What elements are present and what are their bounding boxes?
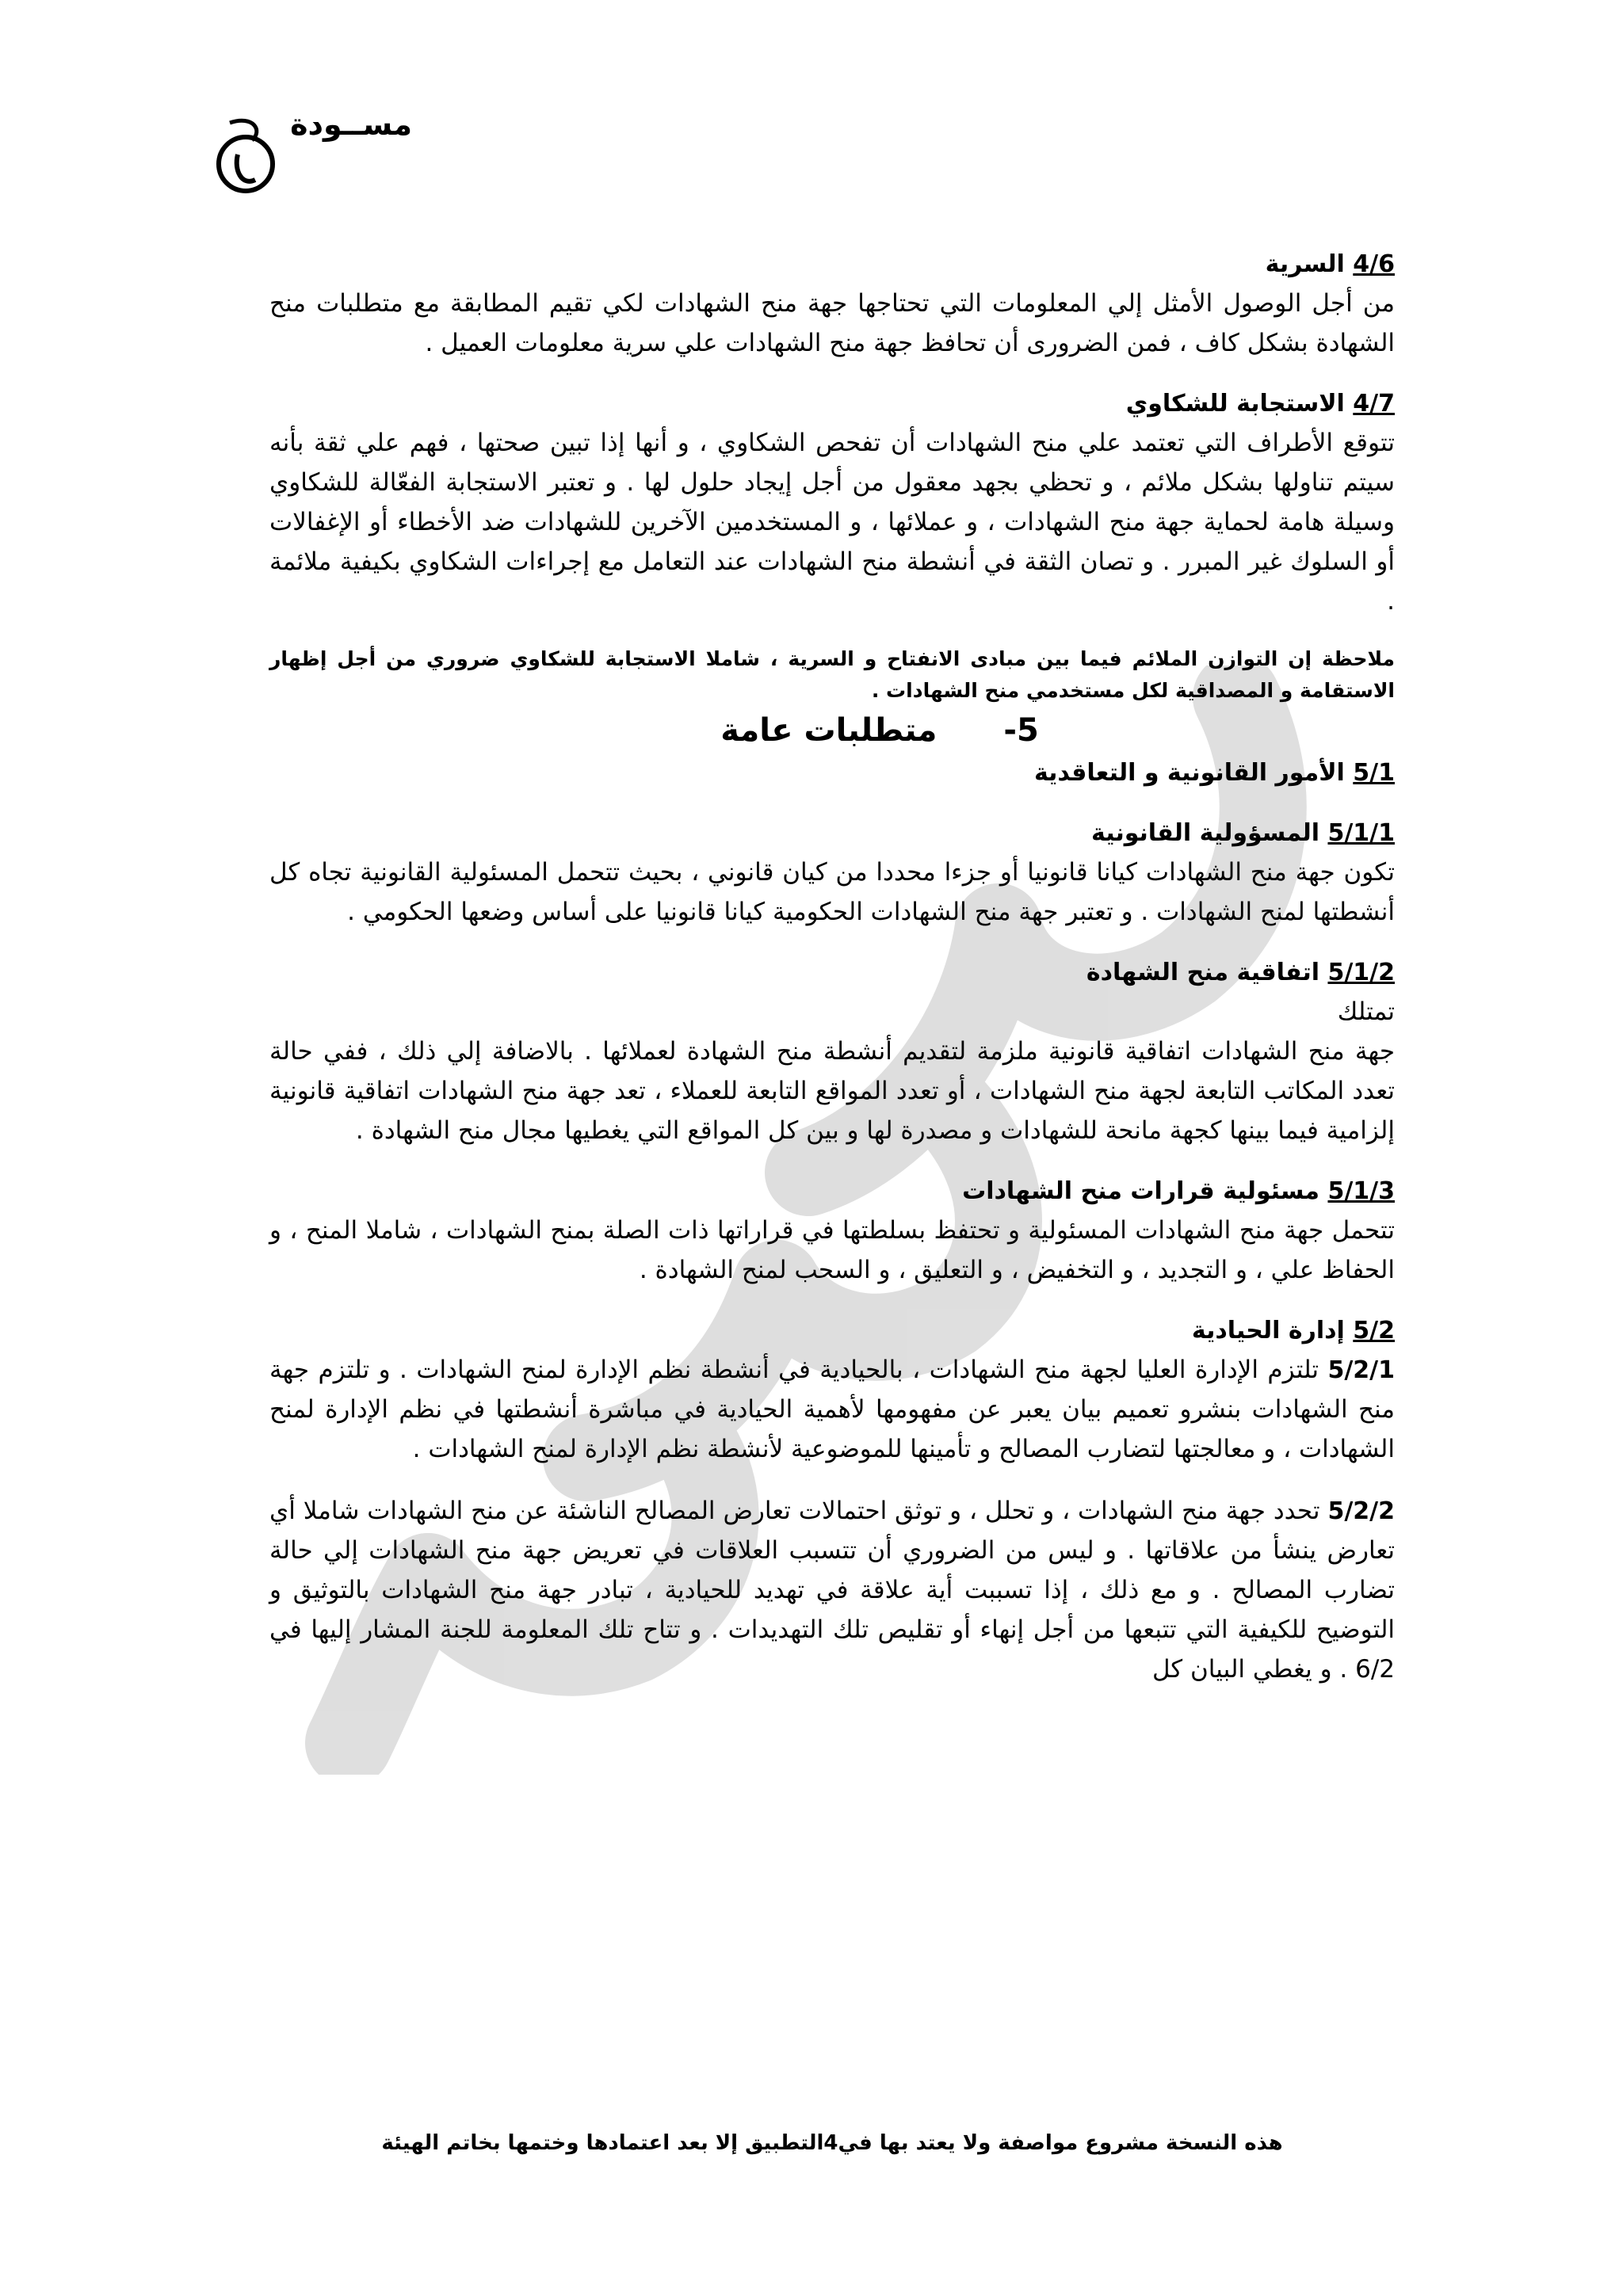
section-body: جهة منح الشهادات اتفاقية قانونية ملزمة لتقديم أنشطة منح الشهادة لعملائها . بالاضافة إلي ذلك ، ففي حالة تعدد المكاتب التابعة لجهة منح الشهادات ، أو تعدد المواقع التابعة للعملاء ، تعد جهة منح الشهادات اتفاقية قانونية إلزامية فيما بينها كجهة مانحة للشهادات و مصدرة لها و بين كل المواقع التي يغطيها مجال منح الشهادة . [269,1037,1395,1145]
section-5-1-3 [269,1173,1395,1290]
section-title: السرية [1265,250,1345,278]
section-title: مسئولية قرارات منح الشهادات [962,1177,1319,1205]
organization-logo-icon [206,115,285,202]
section-paragraph [269,1491,1395,1689]
section-number: 5/2 [1353,1317,1395,1344]
section-title: اتفاقية منح الشهادة [1086,959,1319,986]
section-number: 5/2/1 [1327,1356,1395,1384]
chapter-heading [269,707,1395,754]
section-number: 4/6 [1353,250,1395,278]
section-5-1 [269,754,1395,792]
section-title: الأمور القانونية و التعاقدية [1033,759,1345,787]
chapter-number: 5- [1003,712,1039,749]
section-5-2-2 [269,1491,1395,1689]
section-4-6 [269,246,1395,363]
section-body: من أجل الوصول الأمثل إلي المعلومات التي تحتاجها جهة منح الشهادات لكي تقيم المطابقة مع متطلبات منح الشهادة بشكل كاف ، فمن الضرورى أن تحافظ جهة منح الشهادات علي سرية معلومات العميل . [269,289,1395,357]
section-title: الاستجابة للشكاوي [1125,390,1345,418]
section-heading [269,246,1395,284]
section-number: 4/7 [1353,390,1395,418]
section-heading [269,954,1395,992]
section-body: تكون جهة منح الشهادات كيانا قانونيا أو جزءا محددا من كيان قانوني ، بحيث تتحمل المسئولية القانونية تجاه كل أنشطتها لمنح الشهادات . و تعتبر جهة منح الشهادات الحكومية كيانا قانونيا على أساس وضعها الحكومي . [269,858,1395,926]
chapter-title: متطلبات عامة [720,712,938,749]
section-number: 5/2/2 [1327,1497,1395,1525]
section-heading [269,1312,1395,1350]
section-5-1-1 [269,814,1395,932]
section-body: تتوقع الأطراف التي تعتمد علي منح الشهادات أن تفحص الشكاوي ، و أنها إذا تبين صحتها ، فهم علي ثقة بأنه سيتم تناولها بشكل ملائم ، و تحظي بجهد معقول من أجل إيجاد حلول لها . و تعتبر الاستجابة الفعّالة للشكاوي وسيلة هامة لحماية جهة منح الشهادات ، و عملائها ، و المستخدمين الآخرين للشهادات ضد الأخطاء أو الإغفالات أو السلوك غير المبرر . و تصان الثقة في أنشطة منح الشهادات عند التعامل مع إجراءات الشكاوي بكيفية ملائمة . [269,429,1395,616]
section-body: تتحمل جهة منح الشهادات المسئولية و تحتفظ بسلطتها في قراراتها ذات الصلة بمنح الشهادات ، شاملا المنح ، و الحفاظ علي ، و التجديد ، و التخفيض ، و التعليق ، و السحب لمنح الشهادة . [269,1216,1395,1284]
section-title: إدارة الحيادية [1191,1317,1345,1344]
section-heading [269,754,1395,792]
section-5-2-1 [269,1350,1395,1469]
section-body: تلتزم الإدارة العليا لجهة منح الشهادات ، بالحيادية في أنشطة نظم الإدارة لمنح الشهادات . و تلتزم جهة منح الشهادات بنشرو تعميم بيان يعبر عن مفهومها لأهمية الحيادية في مباشرة أنشطتها في نظم الإدارة لمنح الشهادات ، و معالجتها لتضارب المصالح و تأمينها للموضوعية لأنشطة نظم الإدارة لمنح الشهادات . [269,1356,1395,1463]
section-heading [269,385,1395,423]
section-heading [269,1173,1395,1211]
section-body: تحدد جهة منح الشهادات ، و تحلل ، و توثق احتمالات تعارض المصالح الناشئة عن منح الشهادات شاملا أي تعارض ينشأ من علاقاتها . و ليس من الضروري أن تتسبب العلاقات في تعريض جهة منح الشهادات إلي حالة تضارب المصالح . و مع ذلك ، إذا تسببت أية علاقة في تهديد للحيادية ، تبادر جهة منح الشهادات بالتوثيق و التوضيح للكيفية التي تتبعها من أجل إنهاء أو تقليص تلك التهديدات . و تتاح تلك المعلومة للجنة المشار إليها في 6/2 . و يغطي البيان كل [269,1497,1395,1684]
document-body [269,246,1395,1711]
section-number: 5/1 [1353,759,1395,787]
section-5-1-2 [269,954,1395,1150]
note-paragraph: ملاحظة إن التوازن الملائم فيما بين مبادى الانفتاح و السرية ، شاملا الاستجابة للشكاوي ضروري من أجل إظهار الاستقامة و المصداقية لكل مستخدمي منح الشهادات . [269,647,1395,702]
page-footer: هذه النسخة مشروع مواصفة ولا يعتد بها في4التطبيق إلا بعد اعتمادها وختمها بخاتم الهيئة [381,2131,1283,2155]
section-heading [269,814,1395,852]
section-4-7 [269,385,1395,621]
section-number: 5/1/3 [1327,1177,1395,1205]
page-header [190,99,444,194]
section-number: 5/1/1 [1327,819,1395,847]
draft-label: مســودة [290,107,412,142]
section-pre-text: تمتلك [1337,997,1395,1026]
section-number: 5/1/2 [1327,959,1395,986]
section-5-2 [269,1312,1395,1469]
section-title: المسؤولية القانونية [1091,819,1319,847]
